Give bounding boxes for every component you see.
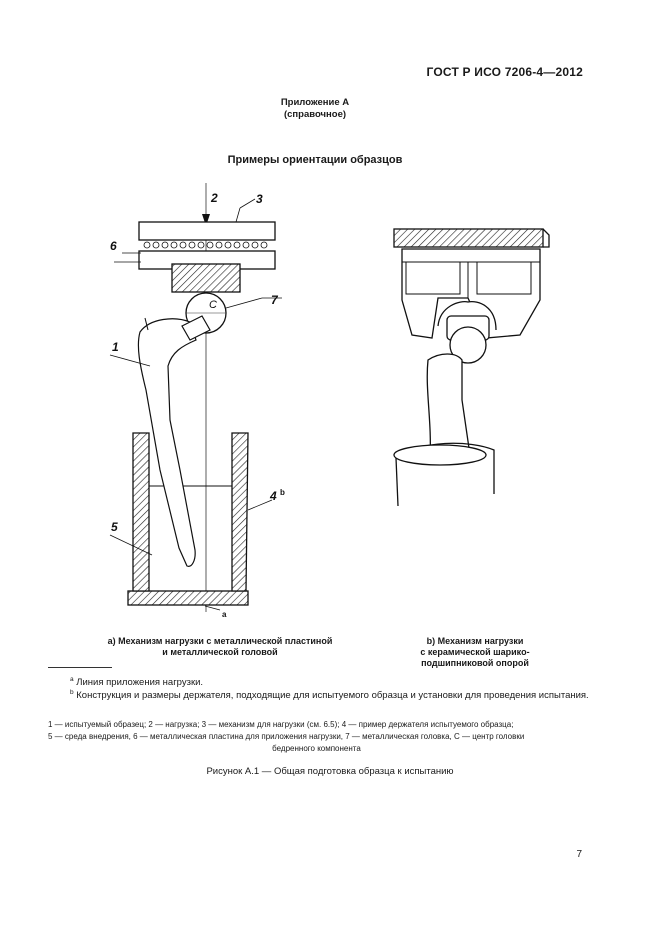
hatched-block xyxy=(172,264,240,292)
figure-b-caption-line2: с керамической шарико- xyxy=(420,647,530,657)
footnote-a-text: Линия приложения нагрузки. xyxy=(76,677,204,688)
load-mechanism-plate xyxy=(139,222,275,240)
figure-b-caption xyxy=(380,636,570,669)
annex-subtitle: (справочное) xyxy=(283,109,347,120)
footnote-rule xyxy=(48,667,112,668)
standard-header: ГОСТ Р ИСО 7206-4—2012 xyxy=(426,65,583,79)
label-2: 2 xyxy=(211,191,218,205)
footnote-b-mark: b xyxy=(70,689,74,696)
figure-a-caption xyxy=(60,636,380,658)
legend-line1: 1 — испытуемый образец; 2 — нагрузка; 3 — механизм для нагрузки (см. 6.5); 4 — пример держателя испытуемого образца; xyxy=(48,720,514,729)
label-3: 3 xyxy=(256,192,263,206)
label-7: 7 xyxy=(271,293,278,307)
annex-title: Приложение А xyxy=(280,97,350,108)
label-6: 6 xyxy=(110,239,117,253)
figure-a-caption-line2: и металлической головой xyxy=(162,647,278,657)
legend-line2: 5 — среда внедрения, 6 — металлическая пластина для приложения нагрузки, 7 — металлическая головка, С — центр головки xyxy=(48,732,525,741)
label-c: C xyxy=(209,299,217,311)
figure-b-caption-line1: b) Механизм нагрузки xyxy=(426,636,524,646)
label-5: 5 xyxy=(111,520,118,534)
footnote-a-mark: а xyxy=(70,676,74,683)
figure-b-caption-line3: подшипниковой опорой xyxy=(421,658,529,668)
page-number: 7 xyxy=(576,849,582,860)
legend-line3: бедренного компонента xyxy=(272,744,361,753)
ball-row xyxy=(144,242,267,248)
label-4: 4 xyxy=(270,489,277,503)
figure-caption: Рисунок А.1 — Общая подготовка образца к испытанию xyxy=(206,766,454,777)
section-title: Примеры ориентации образцов xyxy=(227,154,403,166)
footnote-b xyxy=(48,686,590,702)
label-a: a xyxy=(222,610,227,619)
figure-a-caption-line1: а) Механизм нагрузки с металлической пластиной xyxy=(107,636,333,646)
figure-legend xyxy=(48,719,585,755)
label-4-sup: b xyxy=(280,488,285,497)
figure-b-drawing xyxy=(394,229,549,506)
label-1: 1 xyxy=(112,340,119,354)
footnote-b-text: Конструкция и размеры держателя, подходящие для испытуемого образца и установки для проведения испытания. xyxy=(76,690,589,701)
